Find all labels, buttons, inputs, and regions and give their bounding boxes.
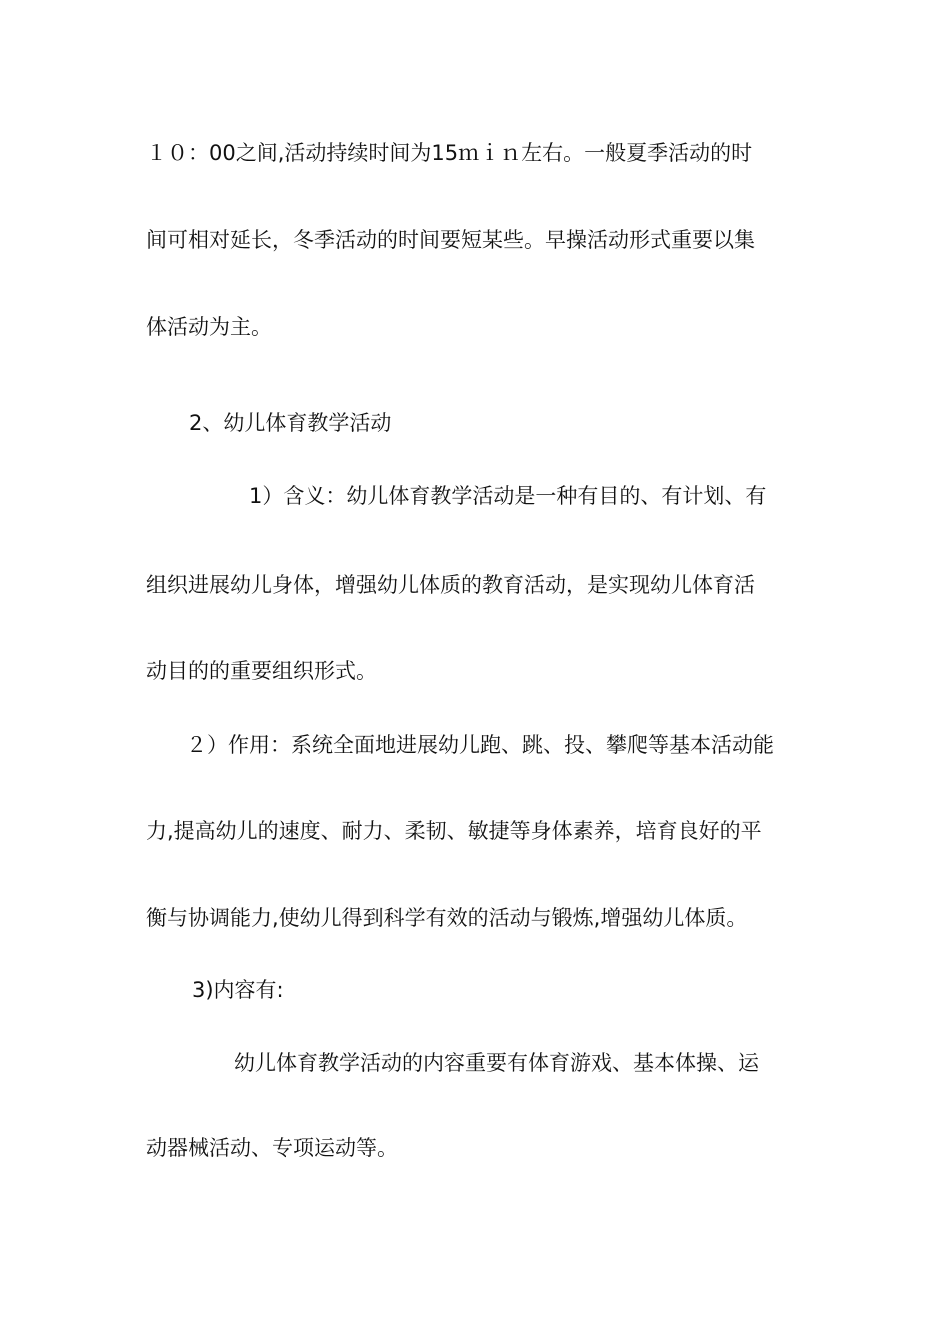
text-line-5: 1）含义：幼儿体育教学活动是一种有目的、有计划、有 bbox=[249, 484, 767, 508]
text-line-10: 衡与协调能力,使幼儿得到科学有效的活动与锻炼,增强幼儿体质。 bbox=[146, 906, 748, 930]
text-line-12: 幼儿体育教学活动的内容重要有体育游戏、基本体操、运 bbox=[234, 1051, 759, 1075]
text-line-1: １０：00之间,活动持续时间为15ｍｉｎ左右。一般夏季活动的时 bbox=[146, 141, 753, 165]
text-line-6: 组织进展幼儿身体，增强幼儿体质的教育活动，是实现幼儿体育活 bbox=[146, 573, 755, 597]
text-line-2: 间可相对延长，冬季活动的时间要短某些。早操活动形式重要以集 bbox=[146, 228, 755, 252]
subheading-content: 3)内容有: bbox=[192, 978, 284, 1002]
text-line-3: 体活动为主。 bbox=[146, 315, 272, 339]
text-line-8: ２）作用：系统全面地进展幼儿跑、跳、投、攀爬等基本活动能 bbox=[186, 733, 774, 757]
text-line-13: 动器械活动、专项运动等。 bbox=[146, 1136, 398, 1160]
section-heading: 2、幼儿体育教学活动 bbox=[189, 411, 392, 435]
text-line-7: 动目的的重要组织形式。 bbox=[146, 659, 377, 683]
text-line-9: 力,提高幼儿的速度、耐力、柔韧、敏捷等身体素养，培育良好的平 bbox=[146, 819, 762, 843]
